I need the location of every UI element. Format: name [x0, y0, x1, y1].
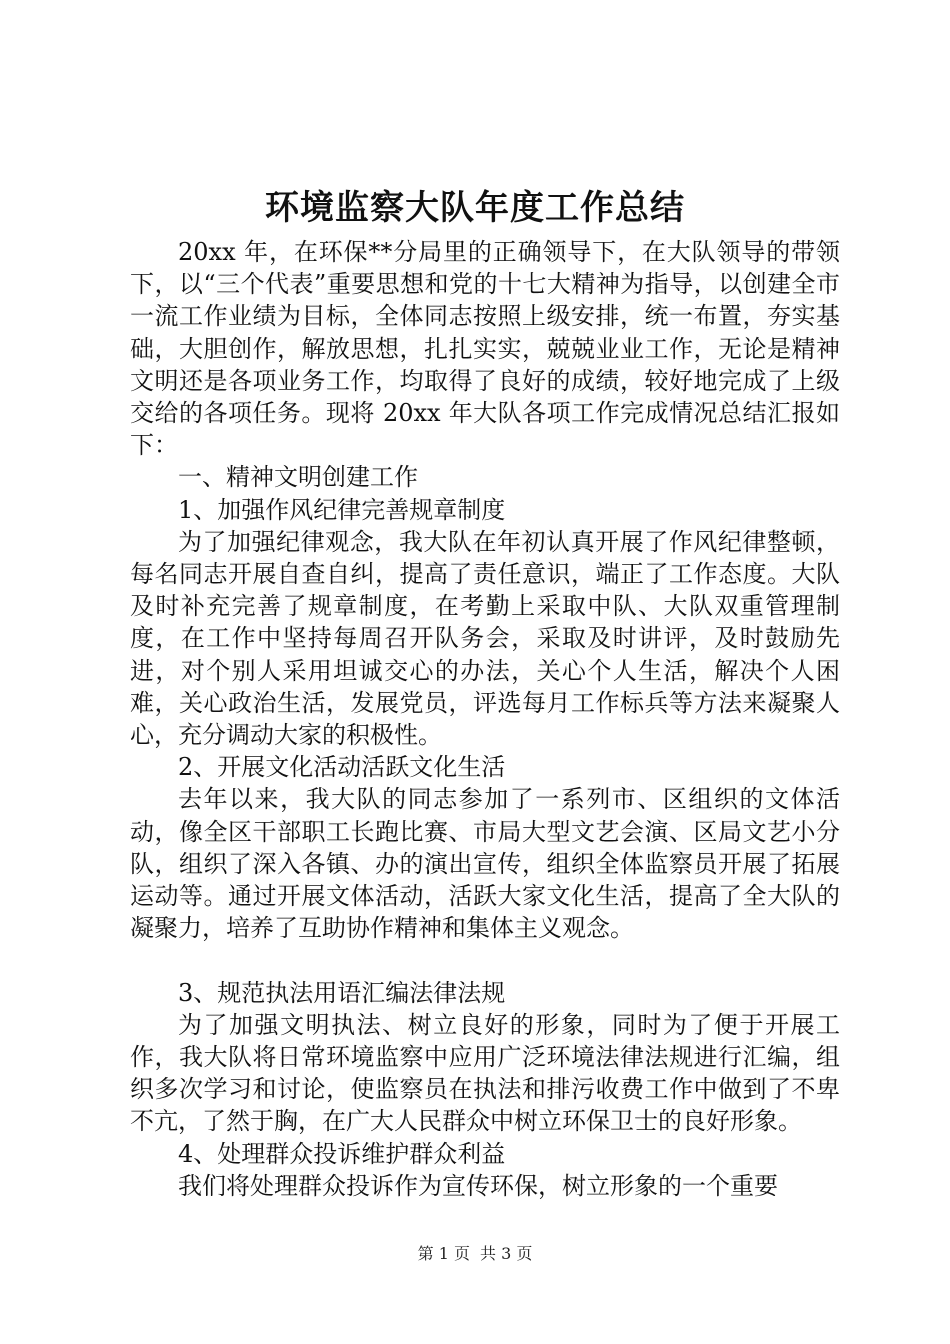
page-footer [0, 1243, 950, 1265]
subsection-heading-2: 2、开展文化活动活跃文化生活 [178, 753, 506, 782]
page-number: 第 1 页 [417, 1244, 470, 1263]
subsection-paragraph-2: 去年以来，我大队的同志参加了一系列市、区组织的文体活动，像全区干部职工长跑比赛、市局大型文艺会演、区局文艺小分队，组织了深入各镇、办的演出宣传，组织全体监察员开展了拓展运动等。通过开展文体活动，活跃大家文化生活，提高了全大队的凝聚力，培养了互助协作精神和集体主义观念。 [130, 785, 840, 943]
subsection-heading-1: 1、加强作风纪律完善规章制度 [178, 495, 506, 524]
subsection-paragraph-1: 为了加强纪律观念，我大队在年初认真开展了作风纪律整顿，每名同志开展自查自纠，提高了责任意识，端正了工作态度。大队及时补充完善了规章制度，在考勤上采取中队、大队双重管理制度，在工作中坚持每周召开队务会，采取及时讲评，及时鼓励先进，对个别人采用坦诚交心的办法，关心个人生活，解决个人困难，关心政治生活，发展党员，评选每月工作标兵等方法来凝聚人心，充分调动大家的积极性。 [130, 527, 840, 750]
document-title: 环境监察大队年度工作总结 [265, 188, 685, 228]
subsection-heading-3: 3、规范执法用语汇编法律法规 [178, 978, 506, 1007]
intro-paragraph: 20xx 年，在环保**分局里的正确领导下，在大队领导的带领下，以“三个代表”重要思想和党的十七大精神为指导，以创建全市一流工作业绩为目标，全体同志按照上级安排，统一布置，夯实基础，大胆创作，解放思想，扎扎实实，兢兢业业工作，无论是精神文明还是各项业务工作，均取得了良好的成绩，较好地完成了上级交给的各项任务。现将 20xx 年大队各项工作完成情况总结汇报如下： [130, 238, 840, 460]
subsection-paragraph-3: 为了加强文明执法、树立良好的形象，同时为了便于开展工作，我大队将日常环境监察中应用广泛环境法律法规进行汇编，组织多次学习和讨论，使监察员在执法和排污收费工作中做到了不卑不亢，了然于胸，在广大人民群众中树立环保卫士的良好形象。 [130, 1010, 840, 1136]
document-body [130, 236, 840, 1202]
subsection-heading-4: 4、处理群众投诉维护群众利益 [178, 1139, 506, 1168]
paragraph-spacer [130, 944, 840, 976]
section-heading-1: 一、精神文明创建工作 [178, 463, 418, 492]
subsection-paragraph-4: 我们将处理群众投诉作为宣传环保，树立形象的一个重要 [178, 1171, 778, 1200]
page-total: 共 3 页 [480, 1244, 533, 1263]
